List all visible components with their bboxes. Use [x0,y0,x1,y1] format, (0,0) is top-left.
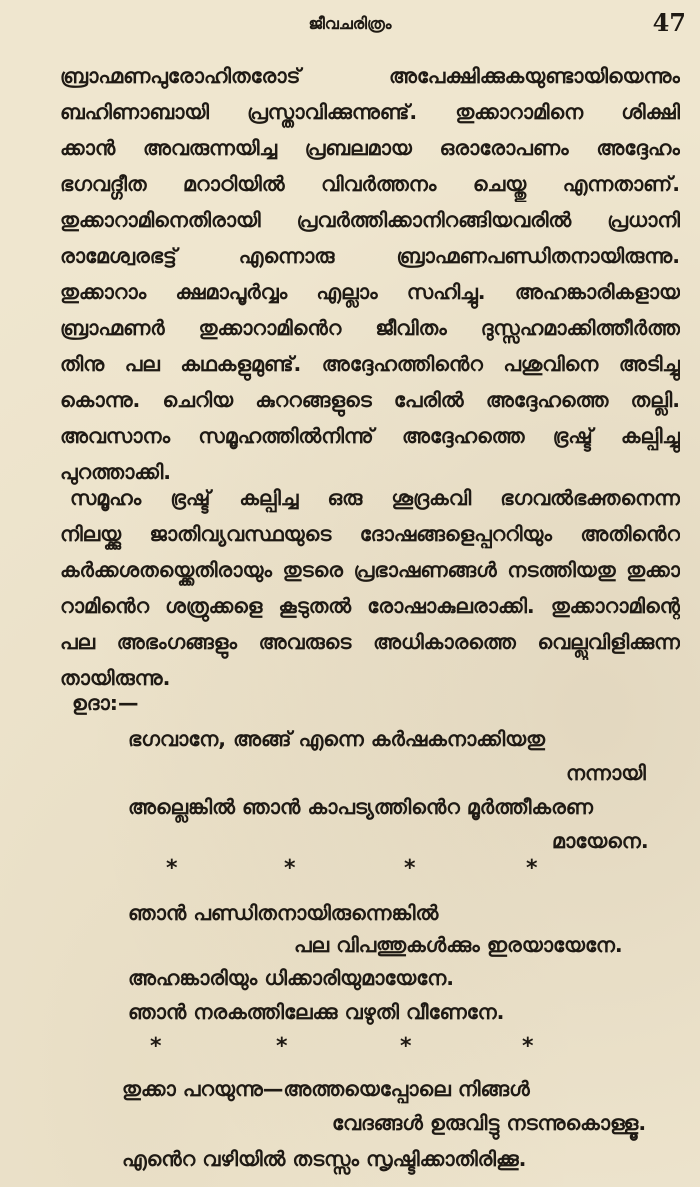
separator-star: * [522,1034,534,1059]
verse-line: ഞാൻ പണ്ഡിതനായിരുന്നെങ്കിൽ [128,901,439,925]
verse-line: അഹങ്കാരിയും ധിക്കാരിയുമായേനേ. [128,966,455,990]
text-line: പുറത്താക്കി. [60,460,172,484]
separator-star: * [166,856,178,881]
text-line: തുക്കാറാം ക്ഷമാപൂർവ്വം എല്ലാം സഹിച്ചു. അഹങ്കാരികളായ [60,280,680,304]
running-header: ജീവചരിത്രം [308,14,392,33]
separator-star: * [276,1034,288,1059]
text-line: നിലയ്ക്കു ജാതിവ്യവസ്ഥയുടെ ദോഷങ്ങളെപ്പററിയും അതിൻെറ [60,522,680,546]
separator-star: * [284,856,296,881]
text-line: പല അഭംഗങ്ങളും അവരുടെ അധികാരത്തെ വെല്ലുവിളിക്കുന്ന [60,630,680,654]
separator-star: * [150,1034,162,1059]
verse-line: വേദങ്ങൾ ഉരുവിട്ടു നടന്നുകൊള്ളൂ. [332,1111,647,1135]
paragraph-1 [60,58,680,490]
text-line: കർക്കശതയ്ക്കെതിരായും തുടരെ പ്രഭാഷണങ്ങൾ നടത്തിയതു തുക്കാ [60,558,680,582]
text-line: ഭഗവദ്ഗീത മറാഠിയിൽ വിവർത്തനം ചെയ്തു എന്നതാണ്. [60,172,680,196]
separator-star: * [400,1034,412,1059]
paragraph-2 [60,480,680,696]
stanza-separator [0,854,700,884]
example-label: ഉദാ:— [72,691,139,715]
verse-line: നന്നായി [566,761,646,785]
verse-line: ഞാൻ നരകത്തിലേക്കു വഴുതി വീണേനേ. [128,1000,505,1024]
stanza-separator [0,1032,700,1062]
verse-line: പല വിപത്തുകൾക്കും ഇരയായേനേ. [294,933,623,957]
text-line: സമൂഹം ഭ്രഷ്ട് കല്പിച്ച ഒരു ശൂദ്രകവി ഭഗവൽഭക്തനെന്ന [70,486,680,510]
text-line: ബ്രാഹ്മണർ തുക്കാറാമിൻെറ ജീവിതം ദുസ്സഹമാക്കിത്തീർത്ത [60,316,680,340]
text-line: അവസാനം സമൂഹത്തിൽനിന്നു് അദ്ദേഹത്തെ ഭ്രഷ്ട് കല്പിച്ചു [60,424,680,448]
separator-star: * [404,856,416,881]
text-line: ബഹിണാബായി പ്രസ്താവിക്കുന്നുണ്ട്. തുക്കാറാമിനെ ശിക്ഷി [60,100,680,124]
text-line: റാമിൻെറ ശത്രുക്കളെ കൂടുതൽ രോഷാകുലരാക്കി. തുക്കാറാമിന്റെ [60,594,680,618]
verse-line: ഭഗവാനേ, അങ്ങ് എന്നെ കർഷകനാക്കിയതു [128,727,545,751]
verse-line: മായേനെ. [552,829,649,853]
text-line: തിനു പല കഥകളുമുണ്ട്. അദ്ദേഹത്തിൻെറ പശുവിനെ അടിച്ചു [60,352,680,376]
text-line: ബ്രാഹ്മണപുരോഹിതരോട് അപേക്ഷിക്കുകയുണ്ടായിയെന്നും [60,64,680,88]
verse-line: തുക്കാ പറയുന്നു—അത്തയെപ്പോലെ നിങ്ങൾ [122,1077,530,1101]
text-line: ക്കാൻ അവരുന്നയിച്ച പ്രബലമായ ഒരാരോപണം അദ്ദേഹം [60,136,680,160]
page-number: 47 [652,8,686,37]
text-line: തുക്കാറാമിനെതിരായി പ്രവർത്തിക്കാനിറങ്ങിയവരിൽ പ്രധാനി [60,208,680,232]
text-line: കൊന്നു. ചെറിയ കുററങ്ങളുടെ പേരിൽ അദ്ദേഹത്തെ തല്ലി. [60,388,680,412]
verse-line: എൻെറ വഴിയിൽ തടസ്സം സൃഷ്ടിക്കാതിരിക്കൂ. [122,1147,527,1171]
verse-line: അല്ലെങ്കിൽ ഞാൻ കാപട്യത്തിൻെറ മൂർത്തീകരണ [128,795,593,819]
separator-star: * [526,856,538,881]
text-line: രാമേശ്വരഭട്ട് എന്നൊരു ബ്രാഹ്മണപണ്ഡിതനായിരുന്നു. [60,244,680,268]
text-line: തായിരുന്നു. [60,666,171,690]
